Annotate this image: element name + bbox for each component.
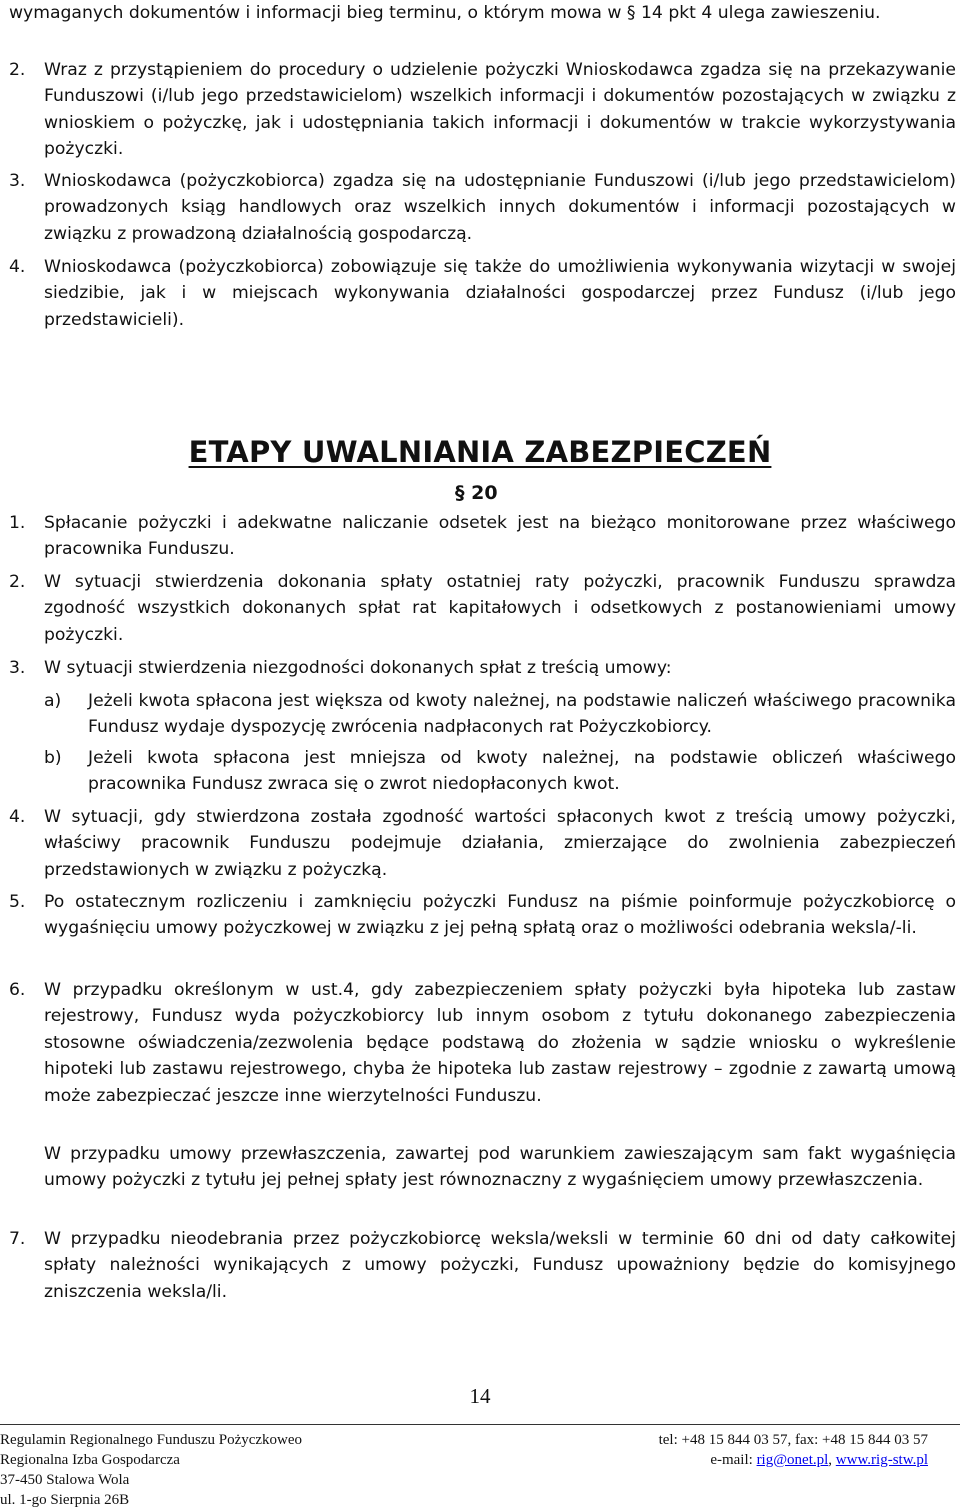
page-number: 14 [469, 1384, 491, 1408]
list-item-4 [9, 254, 956, 333]
sub-item-text: Jeżeli kwota spłacona jest mniejsza od kwoty należnej, na podstawie obliczeń właściwego pracownika Fundusz zwraca się o zwrot niedopłaconych kwot. [88, 748, 956, 795]
sub-item-label: b) [44, 748, 62, 768]
continuation-paragraph: wymaganych dokumentów i informacji bieg terminu, o którym mowa w § 14 pkt 4 ulega zawieszeniu. [9, 3, 881, 23]
item-number: 4. [9, 807, 26, 827]
item-number: 6. [9, 980, 26, 1000]
item-text: W sytuacji stwierdzenia dokonania spłaty ostatniej raty pożyczki, pracownik Funduszu sprawdza zgodność wszystkich dokonanych spłat rat kapitałowych i odsetkowych z postanowieniami umowy pożyczki. [44, 572, 956, 645]
section-item-6-continuation: W przypadku umowy przewłaszczenia, zawartej pod warunkiem zawieszającym sam fakt wygaśnięcia umowy pożyczki z tytułu jej pełnej spłaty jest równoznaczny z wygaśnięciem umowy przewłaszczenia. [44, 1144, 956, 1191]
footer-contact [659, 1430, 928, 1470]
item-number: 2. [9, 572, 26, 592]
item-number: 3. [9, 171, 26, 191]
item-number: 1. [9, 513, 26, 533]
item-text: W sytuacji stwierdzenia niezgodności dokonanych spłat z treścią umowy: [44, 658, 672, 678]
section-item-4 [9, 804, 956, 883]
footer-line: 37-450 Stalowa Wola [0, 1472, 130, 1488]
section-item-3 [9, 655, 956, 681]
item-number: 2. [9, 60, 26, 80]
item-text: W przypadku określonym w ust.4, gdy zabezpieczeniem spłaty pożyczki była hipoteka lub zastaw rejestrowy, Fundusz wyda pożyczkobiorcy lub innym osobom z tytułu dokonanego zabezpieczenia stosowne oświadczenia/zezwolenia będące podstawą do złożenia w sądzie wniosku o wykreślenie hipoteki lub zastawu rejestrowego, chyba że hipoteka lub zastaw rejestrowy – zgodnie z zawartą umową może zabezpieczać jeszcze inne wierzytelności Funduszu. [44, 980, 956, 1106]
item-number: 4. [9, 257, 26, 277]
footer-divider [0, 1424, 960, 1425]
item-text: Spłacanie pożyczki i adekwatne naliczanie odsetek jest na bieżąco monitorowane przez właściwego pracownika Funduszu. [44, 513, 956, 560]
footer-phone-fax: tel: +48 15 844 03 57, fax: +48 15 844 03 57 [658, 1432, 928, 1448]
email-label: e-mail: [710, 1452, 753, 1468]
section-item-5 [9, 889, 956, 942]
section-item-1 [9, 510, 956, 563]
item-text: W sytuacji, gdy stwierdzona została zgodność wartości spłaconych kwot z treścią umowy pożyczki, właściwy pracownik Funduszu podejmuje działania, zmierzające do zwolnienia zabezpieczeń przedstawionych w związku z pożyczką. [44, 807, 956, 880]
sub-item-text: Jeżeli kwota spłacona jest większa od kwoty należnej, na podstawie naliczeń właściwego pracownika Fundusz wydaje dyspozycję zwrócenia nadpłaconych rat Pożyczkobiorcy. [88, 691, 956, 738]
section-item-6 [9, 977, 956, 1109]
sub-item-label: a) [44, 691, 62, 711]
item-text: Wraz z przystąpieniem do procedury o udzielenie pożyczki Wnioskodawca zgadza się na przekazywanie Funduszowi (i/lub jego przedstawicielom) wszelkich informacji i dokumentów pozostających w związku z wnioskiem o pożyczkę, jak i udostępniania takich informacji i dokumentów w trakcie wykorzystywania pożyczki. [44, 60, 956, 160]
email-link[interactable]: rig@onet.pl [756, 1452, 829, 1468]
website-link[interactable]: www.rig-stw.pl [835, 1452, 928, 1468]
section-item-2 [9, 569, 956, 648]
list-item-2 [9, 57, 956, 163]
item-number: 7. [9, 1229, 26, 1249]
sub-item-a [44, 688, 956, 741]
item-text: W przypadku nieodebrania przez pożyczkobiorcę weksla/weksli w terminie 60 dni od daty całkowitej spłaty należności wynikających z umowy pożyczki, Fundusz upoważniony będzie do komisyjnego zniszczenia weksla/li. [44, 1229, 956, 1302]
section-paragraph-mark: § 20 [455, 482, 498, 504]
item-number: 5. [9, 892, 26, 912]
footer-line: ul. 1-go Sierpnia 26B [0, 1492, 130, 1508]
item-text: Po ostatecznym rozliczeniu i zamknięciu pożyczki Fundusz na piśmie poinformuje pożyczkobiorcę o wygaśnięciu umowy pożyczkowej w związku z jej pełną spłatą oraz o możliwości odebrania weksla/-li. [44, 892, 956, 939]
sub-item-b [44, 745, 956, 798]
link-separator: , [828, 1452, 833, 1468]
footer-line: Regionalna Izba Gospodarcza [0, 1452, 180, 1468]
item-text: Wnioskodawca (pożyczkobiorca) zobowiązuje się także do umożliwienia wykonywania wizytacji w swojej siedzibie, jak i w miejscach wykonywania działalności gospodarczej przez Fundusz (i/lub jego przedstawicieli). [44, 257, 956, 330]
section-item-7 [9, 1226, 956, 1305]
item-text: Wnioskodawca (pożyczkobiorca) zgadza się na udostępnianie Funduszowi (i/lub jego przedstawicielom) prowadzonych ksiąg handlowych oraz wszelkich innych dokumentów i informacji pozostających w związku z prowadzoną działalnością gospodarczą. [44, 171, 956, 244]
section-heading: ETAPY UWALNIANIA ZABEZPIECZEŃ [188, 435, 772, 469]
footer-address [0, 1430, 302, 1510]
footer-line: Regulamin Regionalnego Funduszu Pożyczkoweo [0, 1432, 303, 1448]
footer-links [659, 1450, 928, 1470]
list-item-3 [9, 168, 956, 247]
item-number: 3. [9, 658, 26, 678]
